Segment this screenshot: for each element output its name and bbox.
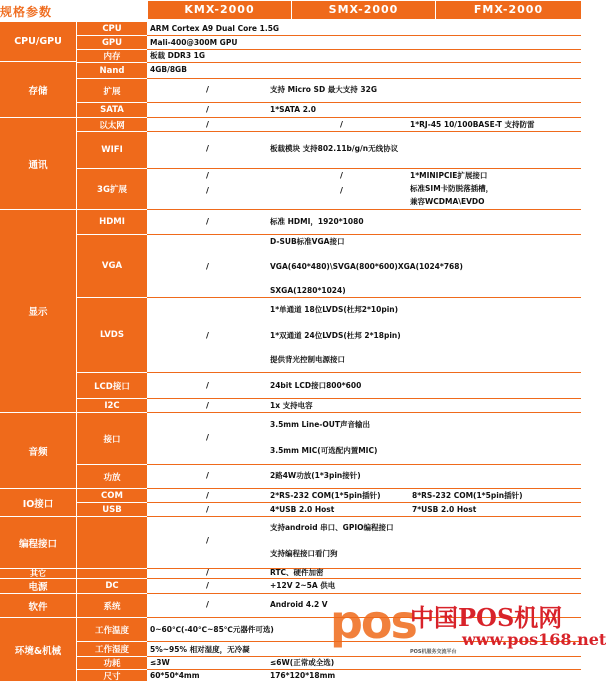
sub-other — [77, 568, 147, 578]
row-divider — [147, 78, 581, 79]
val-size-kmx: 60*50*4mm — [150, 671, 200, 680]
val-vga-3: SXGA(1280*1024) — [270, 286, 346, 295]
cat-display: 显示 — [0, 209, 76, 412]
val-3g-kmx-2: / — [206, 186, 209, 195]
row-divider — [147, 593, 581, 594]
sub-pwr: 功耗 — [77, 656, 147, 669]
watermark — [320, 590, 606, 664]
model-smx: SMX-2000 — [292, 1, 435, 19]
sub-wifi: WIFI — [77, 131, 147, 168]
val-hdmi-kmx: / — [206, 217, 209, 226]
row-divider — [147, 131, 581, 132]
sub-sys: 系统 — [77, 593, 147, 617]
val-3g-smx-2: / — [340, 186, 343, 195]
val-prog-kmx: / — [206, 536, 209, 545]
sub-vga: VGA — [77, 234, 147, 297]
sub-sata: SATA — [77, 102, 147, 117]
val-pwr-smx: ≤6W(正常或全选) — [270, 658, 335, 667]
val-size-smx: 176*120*18mm — [270, 671, 336, 680]
sub-amp: 功放 — [77, 464, 147, 488]
row-divider — [147, 617, 581, 618]
val-vga-kmx: / — [206, 262, 209, 271]
val-lcd: 24bit LCD接口800*600 — [270, 381, 362, 390]
val-usb-fmx: 7*USB 2.0 Host — [412, 505, 477, 514]
val-nand: 4GB/8GB — [150, 65, 187, 74]
sub-gpu: GPU — [77, 35, 147, 49]
val-ext-kmx: / — [206, 85, 209, 94]
val-hdmi: 标准 HDMI，1920*1080 — [270, 217, 364, 226]
sub-hdmi: HDMI — [77, 209, 147, 234]
val-dc: +12V 2~5A 供电 — [270, 581, 336, 590]
cat-cpu: CPU/GPU — [0, 21, 76, 61]
row-divider — [147, 209, 581, 210]
val-3g-kmx-1: / — [206, 171, 209, 180]
sub-ext: 扩展 — [77, 78, 147, 102]
row-divider — [147, 49, 581, 50]
val-amp-kmx: / — [206, 471, 209, 480]
val-ext: 支持 Micro SD 最大支持 32G — [270, 85, 377, 94]
sub-prog — [77, 516, 147, 568]
val-sys: Android 4.2 V — [270, 600, 328, 609]
watermark-url: www.pos168.net — [462, 630, 606, 649]
cat-software: 软件 — [0, 593, 76, 617]
row-divider — [147, 35, 581, 36]
val-jack-2: 3.5mm MIC(可选配内置MIC) — [270, 446, 378, 455]
sub-mem: 内存 — [77, 49, 147, 62]
cat-storage: 存储 — [0, 61, 76, 117]
val-other-kmx: / — [206, 568, 209, 577]
sub-lcd: LCD接口 — [77, 372, 147, 398]
cat-power: 电源 — [0, 578, 76, 593]
row-divider — [147, 117, 581, 118]
val-com-kmx: / — [206, 491, 209, 500]
val-dc-kmx: / — [206, 581, 209, 590]
val-cpu: ARM Cortex A9 Dual Core 1.5G — [150, 24, 280, 33]
row-divider — [147, 297, 581, 298]
spec-title: 规格参数 — [0, 5, 53, 19]
row-divider — [147, 62, 581, 63]
val-vga-1: D-SUB标准VGA接口 — [270, 237, 345, 246]
row-divider — [147, 568, 581, 569]
val-vga-2: VGA(640*480)\SVGA(800*600)XGA(1024*768) — [270, 262, 463, 271]
cat-comm: 通讯 — [0, 117, 76, 209]
row-divider — [147, 372, 581, 373]
row-divider — [147, 398, 581, 399]
sub-com: COM — [77, 488, 147, 502]
val-lvds-3: 提供背光控制电源接口 — [270, 355, 345, 364]
row-divider — [147, 102, 581, 103]
val-temp: 0~60℃(-40℃~85℃元器件可选) — [150, 625, 274, 634]
val-3g-1: 1*MINIPCIE扩展接口 — [410, 171, 488, 180]
val-hum: 5%~95% 相对湿度，无冷凝 — [150, 645, 250, 654]
row-divider — [147, 168, 581, 169]
val-sata-kmx: / — [206, 105, 209, 114]
val-other: RTC、硬件加密 — [270, 568, 324, 577]
val-wifi-kmx: / — [206, 144, 209, 153]
val-lvds-kmx: / — [206, 331, 209, 340]
sub-nand: Nand — [77, 62, 147, 78]
row-divider — [147, 516, 581, 517]
row-divider — [147, 464, 581, 465]
val-eth: 1*RJ-45 10/100BASE-T 支持防雷 — [410, 120, 535, 129]
row-divider — [147, 412, 581, 413]
val-jack-kmx: / — [206, 433, 209, 442]
cat-prog: 编程接口 — [0, 516, 76, 568]
val-prog-2: 支持编程接口看门狗 — [270, 549, 338, 558]
sub-3g: 3G扩展 — [77, 168, 147, 209]
val-pwr-kmx: ≤3W — [150, 658, 170, 667]
val-3g-smx-1: / — [340, 171, 343, 180]
row-divider — [147, 578, 581, 579]
header-row — [0, 0, 581, 20]
sub-jack: 接口 — [77, 412, 147, 464]
sub-hum: 工作湿度 — [77, 641, 147, 656]
sub-eth: 以太网 — [77, 117, 147, 131]
sub-dc: DC — [77, 578, 147, 593]
sub-usb: USB — [77, 502, 147, 516]
cat-other: 其它 — [0, 568, 76, 578]
cat-audio: 音频 — [0, 412, 76, 488]
row-divider — [147, 641, 581, 642]
model-kmx: KMX-2000 — [148, 1, 291, 19]
val-wifi: 板载模块 支持802.11b/g/n无线协议 — [270, 144, 399, 153]
val-3g-2: 标准SIM卡防脱落插槽， — [410, 184, 494, 193]
val-i2c: 1x 支持电容 — [270, 401, 313, 410]
val-sata: 1*SATA 2.0 — [270, 105, 316, 114]
val-gpu: Mali-400@300M GPU — [150, 38, 238, 47]
val-prog-1: 支持android 串口、GPIO编程接口 — [270, 523, 394, 532]
sub-i2c: I2C — [77, 398, 147, 412]
val-amp: 2路4W功放(1*3pin接针) — [270, 471, 361, 480]
row-divider — [147, 488, 581, 489]
model-fmx: FMX-2000 — [436, 1, 581, 19]
val-mem: 板载 DDR3 1G — [150, 51, 206, 60]
watermark-name: 中国POS机网 — [410, 603, 563, 632]
row-divider — [147, 234, 581, 235]
cat-env: 环境&机械 — [0, 617, 76, 681]
sub-size: 尺寸 — [77, 669, 147, 681]
val-lvds-2: 1*双通道 24位LVDS(杜邦 2*18pin) — [270, 331, 401, 340]
val-3g-3: 兼容WCDMA\EVDO — [410, 197, 485, 206]
sub-cpu: CPU — [77, 21, 147, 35]
val-jack-1: 3.5mm Line-OUT声音输出 — [270, 420, 370, 429]
val-i2c-kmx: / — [206, 401, 209, 410]
watermark-logo: pos — [330, 595, 416, 649]
row-divider — [147, 656, 581, 657]
val-eth-smx: / — [340, 120, 343, 129]
sub-temp: 工作温度 — [77, 617, 147, 641]
val-lcd-kmx: / — [206, 381, 209, 390]
cat-io: IO接口 — [0, 488, 76, 516]
val-sys-kmx: / — [206, 600, 209, 609]
val-com-fmx: 8*RS-232 COM(1*5pin插针) — [412, 491, 523, 500]
row-divider — [147, 669, 581, 670]
val-usb-kmx: / — [206, 505, 209, 514]
val-usb-smx: 4*USB 2.0 Host — [270, 505, 335, 514]
row-divider — [147, 502, 581, 503]
val-com-smx: 2*RS-232 COM(1*5pin插针) — [270, 491, 381, 500]
val-lvds-1: 1*单通道 18位LVDS(杜邦2*10pin) — [270, 305, 399, 314]
watermark-tag: POS机服务交流平台 — [410, 649, 457, 655]
sub-lvds: LVDS — [77, 297, 147, 372]
val-eth-kmx: / — [206, 120, 209, 129]
